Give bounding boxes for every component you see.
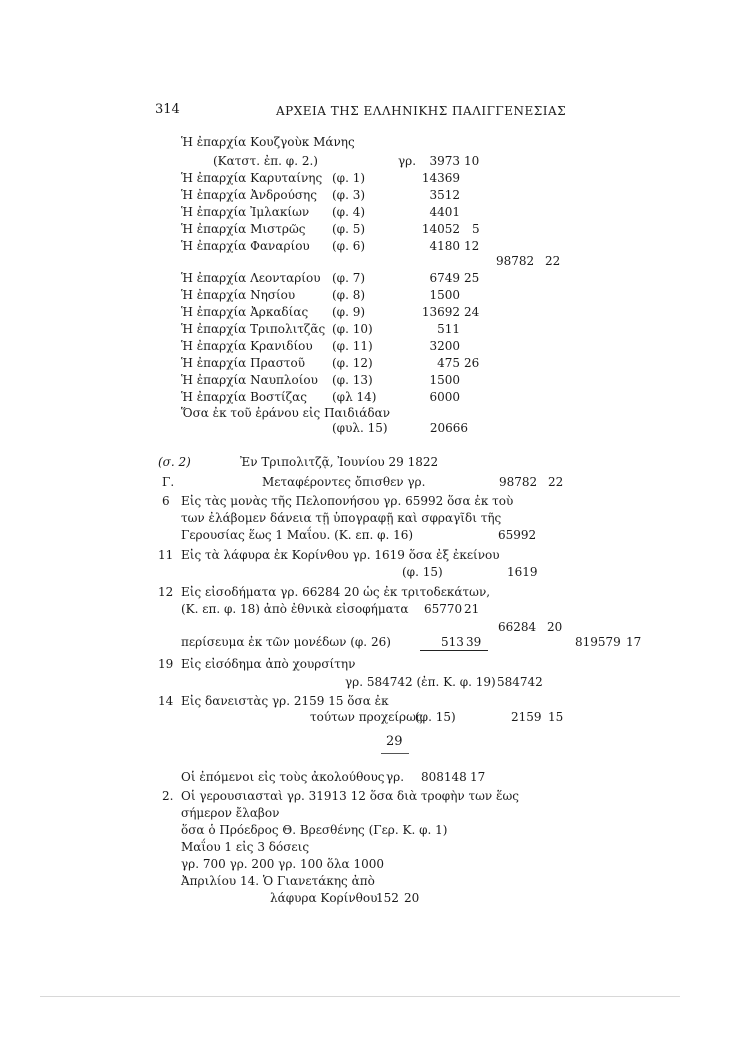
entry-text: Γερουσίας ἕως 1 Μαΐου. (Κ. επ. φ. 16) <box>181 528 414 542</box>
province-amount: 475 <box>437 356 460 370</box>
province-amount: 13692 <box>421 305 460 319</box>
province-frac: 10 <box>464 154 480 168</box>
scan-artifact <box>40 996 680 997</box>
province-amount: 3973 <box>429 154 460 168</box>
province-name: (Κατστ. ἐπ. φ. 2.) <box>213 154 318 168</box>
entry-text: (Κ. επ. φ. 18) ἀπὸ ἐθνικὰ εἰσοφήματα <box>181 602 409 616</box>
entry-text: ὅσα ὁ Πρόεδρος Θ. Βρεσθένης (Γερ. Κ. φ. 1) <box>181 823 448 837</box>
entry-text: των ἐλάβομεν δάνεια τῇ ὑπογραφῇ καὶ σφραγῖδι τῆς <box>181 511 502 525</box>
entry-number: 6 <box>162 494 170 508</box>
entry-text: Εἰς τὰ λάφυρα ἐκ Κορίνθου γρ. 1619 ὅσα ἐξ ἐκείνου <box>181 548 500 562</box>
eranos-ref: (φυλ. 15) <box>332 421 388 435</box>
province-name: Ἡ ἐπαρχία Νησίου <box>181 288 296 302</box>
entry-text: σήμερον ἔλαβον <box>181 806 280 820</box>
province-ref: (φ. 4) <box>332 205 366 219</box>
province-amount: 14052 <box>421 222 460 236</box>
province-name: Ἡ ἐπαρχία Βοστίζας <box>181 390 308 404</box>
province-name: Ἡ ἐπαρχία Κουζγοὺκ Μάνης <box>181 135 355 149</box>
province-ref: (φ. 11) <box>332 339 373 353</box>
entry-text: Μαΐου 1 εἰς 3 δόσεις <box>181 840 310 854</box>
carried-amount: 98782 <box>499 475 538 489</box>
dateline: Ἐν Τριπολιτζᾷ, Ἰουνίου 29 1822 <box>240 455 439 469</box>
followers-frac: 17 <box>470 770 486 784</box>
eranos-amount: 20666 <box>429 421 468 435</box>
carried-text: Μεταφέροντες ὄπισθεν γρ. <box>262 475 426 489</box>
entry-text: Εἰς εἰσοδήματα γρ. 66284 20 ὡς ἐκ τριτοδεκάτων, <box>181 585 491 599</box>
entry-ref: (φ. 15) <box>415 710 456 724</box>
entry-text: Εἰς εἰσόδημα ἀπὸ χουρσίτην <box>181 657 356 671</box>
surplus-frac: 39 <box>466 635 482 649</box>
province-name: Ἡ ἐπαρχία Λεονταρίου <box>181 271 321 285</box>
followers-ref: γρ. <box>386 770 405 784</box>
province-ref: (φ. 8) <box>332 288 366 302</box>
running-title: ΑΡΧΕΙΑ ΤΗΣ ΕΛΛΗΝΙΚΗΣ ΠΑΛΙΓΓΕΝΕΣΙΑΣ <box>276 104 567 118</box>
page-number: 314 <box>155 102 180 117</box>
entry-text: Εἰς τὰς μονὰς τῆς Πελοπονήσου γρ. 65992 ὅσα ἐκ τοὺ <box>181 494 514 508</box>
province-frac: 5 <box>472 222 480 236</box>
entry-amount: 2159 <box>511 710 542 724</box>
province-ref: γρ. <box>398 154 417 168</box>
carried-frac: 22 <box>548 475 564 489</box>
followers-amount: 808148 <box>421 770 467 784</box>
province-ref: (φ. 7) <box>332 271 366 285</box>
province-name: Ἡ ἐπαρχία Φαναρίου <box>181 239 310 253</box>
province-name: Ἡ ἐπαρχία Μιστρῶς <box>181 222 306 236</box>
province-ref: (φ. 13) <box>332 373 373 387</box>
entry-text: Οἱ γερουσιασταὶ γρ. 31913 12 ὅσα διὰ τροφὴν των ἕως <box>181 789 519 803</box>
province-name: Ἡ ἐπαρχία Πραστοῦ <box>181 356 306 370</box>
grand-total: 819579 <box>575 635 621 649</box>
entry-number: 12 <box>158 585 174 599</box>
province-amount: 1500 <box>429 288 460 302</box>
province-ref: (φ. 10) <box>332 322 373 336</box>
province-amount: 3200 <box>429 339 460 353</box>
entry-total-frac: 20 <box>547 620 563 634</box>
entry-number: 19 <box>158 657 174 671</box>
province-amount: 1500 <box>429 373 460 387</box>
entry-amount: 152 <box>376 891 399 905</box>
entry-frac: 21 <box>464 602 480 616</box>
province-ref: (φ. 9) <box>332 305 366 319</box>
entry-frac: 15 <box>548 710 564 724</box>
entry-amount: 584742 <box>497 675 543 689</box>
entry-number: 2. <box>162 789 174 803</box>
subtotal-frac: 22 <box>545 254 561 268</box>
entry-text: Ἀπριλίου 14. Ὁ Γιανετάκης ἀπὸ <box>181 874 375 888</box>
gamma-marker: Γ. <box>162 475 175 489</box>
province-amount: 6749 <box>429 271 460 285</box>
followers-text: Οἱ ἐπόμενοι εἰς τοὺς ἀκολούθους <box>181 770 385 784</box>
province-ref: (φ. 3) <box>332 188 366 202</box>
province-name: Ἡ ἐπαρχία Καρυταίνης <box>181 171 323 185</box>
section-number: 29 <box>386 734 403 749</box>
province-amount: 14369 <box>421 171 460 185</box>
province-amount: 3512 <box>429 188 460 202</box>
entry-total: 66284 <box>498 620 537 634</box>
entry-text: τούτων προχείρως <box>310 710 423 724</box>
entry-text: γρ. 584742 (ἐπ. Κ. φ. 19) <box>345 675 496 689</box>
province-name: Ἡ ἐπαρχία Ἰμλακίων <box>181 205 310 219</box>
subtotal-amount: 98782 <box>496 254 535 268</box>
sum-rule <box>420 650 488 651</box>
entry-frac: 20 <box>404 891 420 905</box>
entry-amount: 65770 <box>424 602 463 616</box>
surplus-amount: 513 <box>441 635 464 649</box>
entry-text: Εἰς δανειστὰς γρ. 2159 15 ὅσα ἐκ <box>181 694 389 708</box>
entry-amount: 1619 <box>507 565 538 579</box>
province-frac: 25 <box>464 271 480 285</box>
province-frac: 12 <box>464 239 480 253</box>
province-ref: (φ. 5) <box>332 222 366 236</box>
province-amount: 511 <box>437 322 460 336</box>
province-amount: 4180 <box>429 239 460 253</box>
grand-total-frac: 17 <box>626 635 642 649</box>
province-amount: 4401 <box>429 205 460 219</box>
province-name: Ἡ ἐπαρχία Ναυπλοίου <box>181 373 318 387</box>
entry-text: γρ. 700 γρ. 200 γρ. 100 ὅλα 1000 <box>181 857 385 871</box>
province-name: Ἡ ἐπαρχία Ἀνδρούσης <box>181 188 317 202</box>
surplus-text: περίσευμα ἐκ τῶν μονέδων (φ. 26) <box>181 635 391 649</box>
entry-text: λάφυρα Κορίνθου <box>270 891 378 905</box>
province-ref: (φ. 1) <box>332 171 366 185</box>
entry-ref: (φ. 15) <box>402 565 443 579</box>
province-amount: 6000 <box>429 390 460 404</box>
entry-amount: 65992 <box>498 528 537 542</box>
province-ref: (φλ 14) <box>332 390 377 404</box>
entry-number: 14 <box>158 694 174 708</box>
section-rule <box>381 753 409 754</box>
province-name: Ἡ ἐπαρχία Ἀρκαδίας <box>181 305 309 319</box>
province-frac: 24 <box>464 305 480 319</box>
province-ref: (φ. 12) <box>332 356 373 370</box>
province-name: Ἡ ἐπαρχία Κρανιδίου <box>181 339 313 353</box>
province-name: Ἡ ἐπαρχία Τριπολιτζᾶς <box>181 322 326 336</box>
eranos-text: Ὅσα ἐκ τοῦ ἐράνου εἰς Παιδιάδαν <box>181 406 391 420</box>
province-ref: (φ. 6) <box>332 239 366 253</box>
entry-number: 11 <box>158 548 174 562</box>
section-label: (σ. 2) <box>158 455 191 469</box>
province-frac: 26 <box>464 356 480 370</box>
